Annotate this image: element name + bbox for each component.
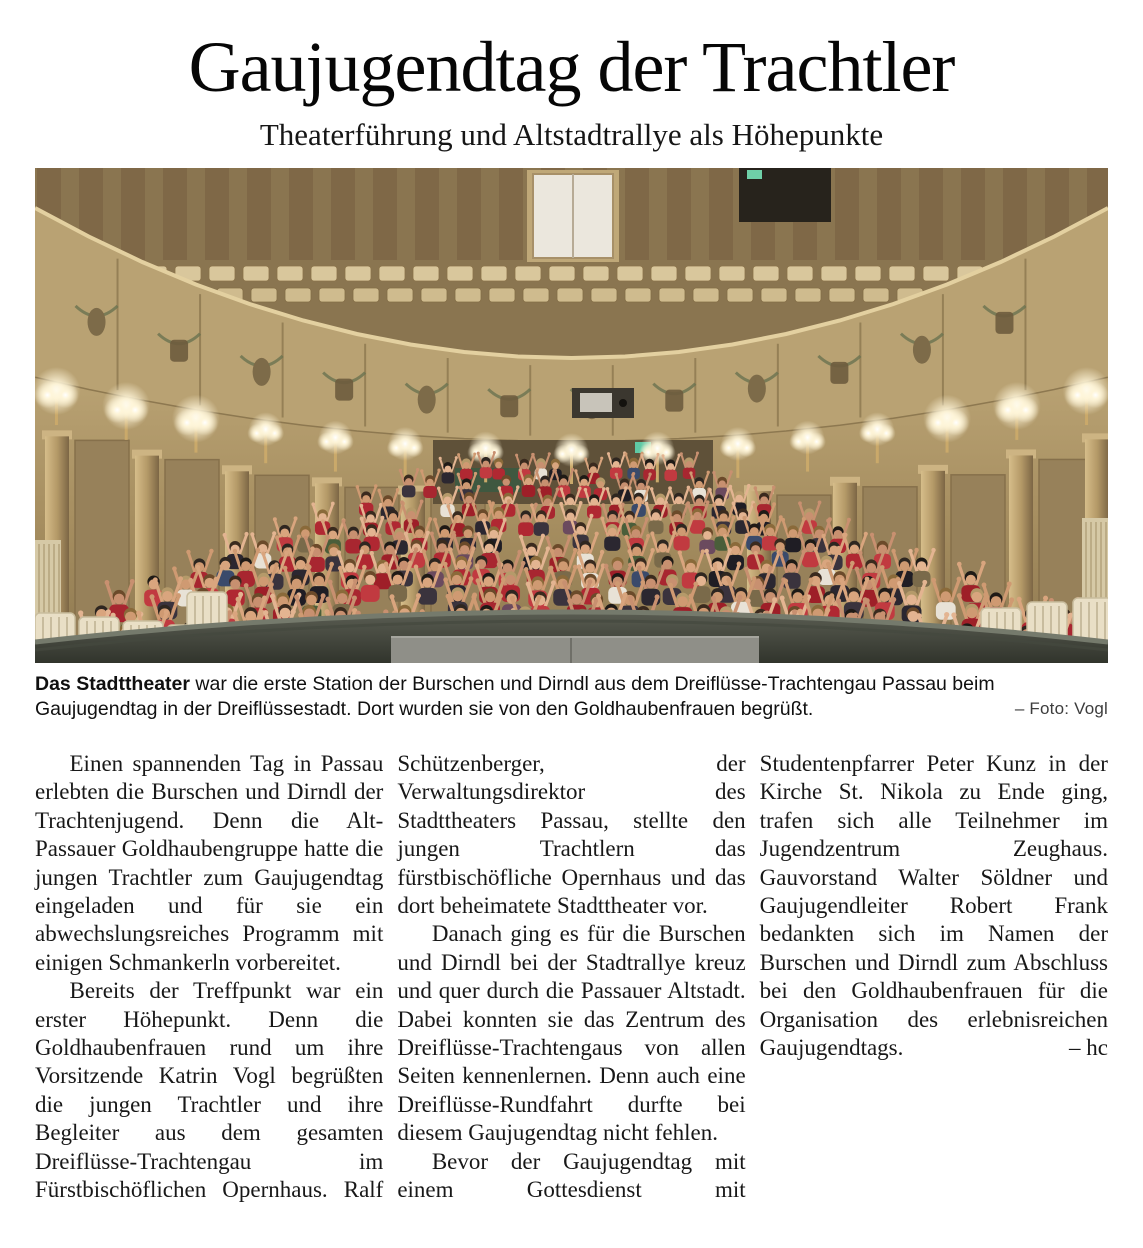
theater-photo-illustration	[35, 168, 1108, 663]
author-signoff: – hc	[1069, 1035, 1108, 1061]
article-photo	[35, 168, 1108, 663]
caption-lead: Das Stadttheater	[35, 673, 190, 695]
page-title: Gaujugendtag der Trachtler	[188, 27, 955, 107]
article-paragraph: Danach ging es für die Burschen und Dirndl bei der Stadtrallye kreuz und quer durch die Passauer Altstadt. Dabei konnten sie das Zentrum des Dreiflüsse-Trachtengaus von allen Seiten kennenlernen. Denn auch eine Dreiflüsse-Rundfahrt durfte bei diesem Gaujugendtag nicht fehlen.	[397, 921, 746, 1146]
photo-credit: – Foto: Vogl	[1014, 699, 1108, 718]
photo-caption	[35, 672, 1108, 722]
subheadline: Theaterführung und Altstadtrallye als Höhepunkte	[259, 117, 884, 152]
article-paragraph: Bereits der Treffpunkt war ein erster Höhepunkt. Denn die Goldhaubenfrauen rund um ihre Vorsitzende Katrin Vogl begrüßten die jungen Trachtler und ihre Begleiter aus dem gesamten Dreiflüsse-Trachtengau im Fürstbischöflichen Opernhaus. Ralf Schützenberger, der Verwaltungsdirektor des Stadttheaters Passau, stellte den jungen Trachtlern das fürstbischöfliche Opernhaus und das dort beheimatete Stadttheater vor.	[35, 751, 746, 1203]
article-body	[35, 750, 1108, 1222]
caption-text: war die erste Station der Burschen und Dirndl aus dem Dreiflüsse-Trachtengau Passau beim Gaujugendtag in der Dreiflüssestadt. Dort wurden sie von den Goldhaubenfrauen begrüßt.	[35, 673, 995, 720]
article-paragraph: Bevor der Gaujugendtag mit einem Gottesdienst mit Studentenpfarrer Peter Kunz in der Kirche St. Nikola zu Ende ging, trafen sich alle Teilnehmer im Jugendzentrum Zeughaus. Gauvorstand Walter Söldner und Gaujugendleiter Robert Frank bedankten sich im Namen der Burschen und Dirndl zum Abschluss bei den Goldhaubenfrauen für die Organisation des erlebnisreichen Gaujugendtags. – hc	[397, 751, 1108, 1203]
article-paragraph: Einen spannenden Tag in Passau erlebten die Burschen und Dirndl der Trachtenjugend. Denn die Alt-Passauer Goldhaubengruppe hatte die jungen Trachtler zum Gaujugendtag eingeladen und für sie ein abwechslungsreiches Programm mit einigen Schmankerln vorbereitet.	[35, 751, 384, 975]
